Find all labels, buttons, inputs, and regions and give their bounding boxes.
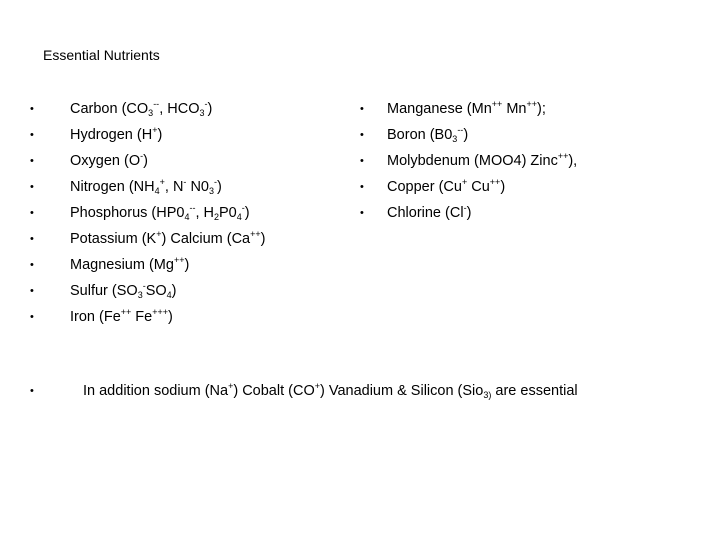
nutrient-text: Carbon ($CO_3^{--}$, $HCO_3^-$) [70,99,213,118]
note-text: In addition sodium (Na+) Cobalt (CO+) Vanadium & Silicon (Sio$_{3)}$ are essential [83,381,578,400]
nutrient-text: Boron $(B0_3^{--})$ [387,125,469,144]
nutrient-text: Magnesium (Mg++) [70,255,190,273]
bullet-icon: • [360,207,364,219]
bullet-icon: • [30,285,34,297]
page-title: Essential Nutrients [43,47,160,63]
bullet-icon: • [30,181,34,193]
bullet-icon: • [30,311,34,323]
nutrient-text: Copper (Cu+ Cu++) [387,177,506,195]
nutrient-text: Iron (Fe++ Fe+++) [70,307,173,325]
nutrient-text: Hydrogen (H+) [70,125,163,143]
bullet-icon: • [30,385,34,397]
bullet-icon: • [360,103,364,115]
bullet-icon: • [30,207,34,219]
bullet-icon: • [360,181,364,193]
bullet-icon: • [30,233,34,245]
nutrient-text: Chlorine (Cl-) [387,203,472,221]
bullet-icon: • [360,129,364,141]
nutrient-text: Sulfur $(SO_3^-SO_4)$ [70,281,177,300]
bullet-icon: • [30,103,34,115]
nutrient-text: Molybdenum (MOO4) Zinc++), [387,151,578,169]
nutrient-text: Manganese (Mn++ Mn++); [387,99,546,117]
bullet-icon: • [30,129,34,141]
nutrient-text: Phosphorus ($HP0_4^{--}$, $H_2P0_4^-$) [70,203,250,222]
nutrient-text: Oxygen (O-) [70,151,148,169]
nutrient-text: Potassium (K+) Calcium (Ca++) [70,229,266,247]
nutrient-text: Nitrogen ($NH_4^+$, N- $N0_3^-$) [70,177,222,196]
bullet-icon: • [30,259,34,271]
bullet-icon: • [30,155,34,167]
bullet-icon: • [360,155,364,167]
